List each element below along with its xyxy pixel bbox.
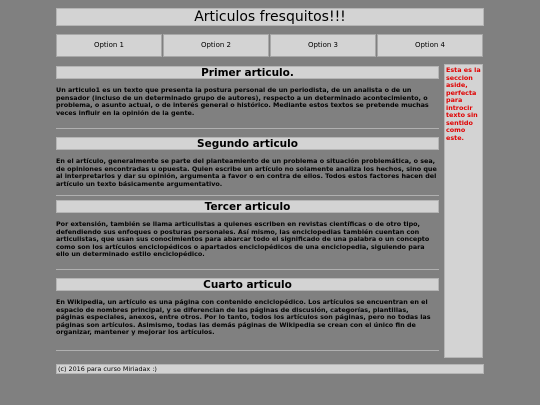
article-separator [56, 128, 439, 129]
aside-panel: Esta es la seccion aside, perfecta para introcir texto sin sentido como este. [444, 64, 483, 358]
nav-option-4[interactable]: Option 4 [377, 34, 483, 57]
article-3-title: Tercer articulo [56, 200, 439, 213]
article-1-title: Primer articulo. [56, 66, 439, 79]
nav-option-3[interactable]: Option 3 [270, 34, 376, 57]
nav-option-1[interactable]: Option 1 [56, 34, 162, 57]
nav-option-2[interactable]: Option 2 [163, 34, 269, 57]
article-4-title: Cuarto articulo [56, 278, 439, 291]
article-4-body: En Wikipedia, un artículo es una página con contenido enciclopédico. Los artículos se encuentran en el espacio de nombres principal, y se diferencian de las páginas de discusión, categorías, plantillas, páginas especiales, anexos, entre otros. Por lo tanto, todos los artículos son páginas, pero no todas las páginas son artículos. Asimismo, todas las demás páginas de Wikipedia se crean con el único fin de organizar, mantener y mejorar los artículos. [56, 298, 431, 336]
article-2-body: En el artículo, generalmente se parte del planteamiento de un problema o situación problemática, o sea, de opiniones encontradas u opuesta. Quien escribe un artículo no solamente analiza los hechos, sino que al interpretarlos y dar su opinión, argumenta a favor o en contra de ellos. Todos estos factores hacen del artículo un texto básicamente argumentativo. [56, 157, 437, 188]
article-2-title: Segundo articulo [56, 137, 439, 150]
footer: (c) 2016 para curso Miriadax :) [56, 364, 484, 374]
article-separator [56, 269, 439, 270]
article-1-body: Un articulo1 es un texto que presenta la postura personal de un periodista, de un analista o de un pensador (incluso de un determinado grupo de autores), respecto a un determinado acontecimiento, o problema, o asunto actual, o de interés general o histórico. Mediante estos textos se pretende muchas veces influir en la opinión de la gente. [56, 86, 429, 117]
article-separator [56, 195, 439, 196]
article-3-body: Por extensión, también se llama articulistas a quienes escriben en revistas científicas o de otro tipo, defendiendo sus enfoques o posturas personales. Así mismo, las enciclopedias también cuentan con articulistas, que usan sus conocimientos para abarcar todo el significado de una palabra o un concepto como son los artículos enciclopédicos o apartados enciclopédicos de una enciclopedia, siguiendo para ello un determinado estilo enciclopédico. [56, 220, 430, 258]
nav-bar [56, 34, 483, 57]
article-separator [56, 350, 439, 351]
page-title: Articulos fresquitos!!! [56, 8, 484, 26]
